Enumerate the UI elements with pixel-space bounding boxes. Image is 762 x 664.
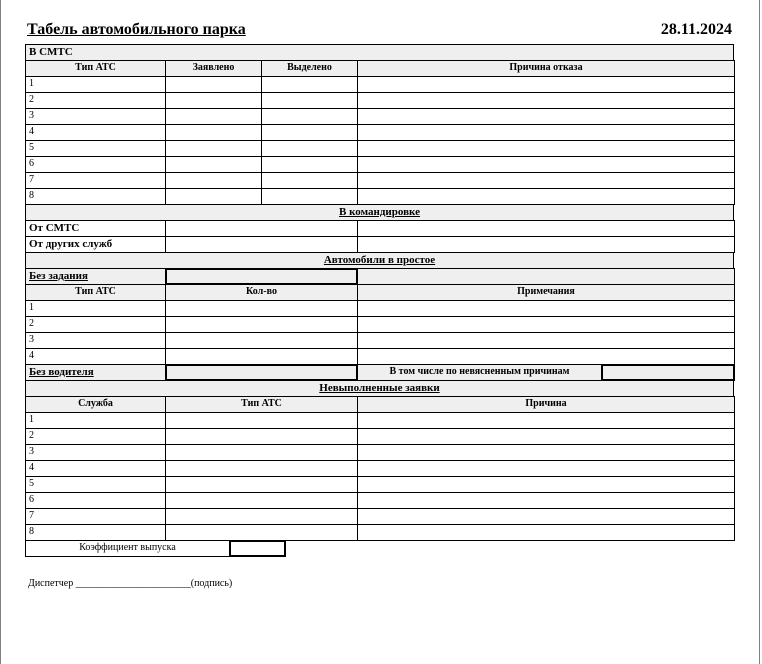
section-idle: Автомобили в простое	[25, 252, 734, 269]
unfulfilled-reason-cell[interactable]	[357, 412, 735, 429]
smts-col-header: Выделено	[261, 60, 358, 77]
idle-col-header: Кол-во	[165, 284, 358, 301]
section-unfulfilled: Невыполненные заявки	[25, 380, 734, 397]
idle-count-cell[interactable]	[165, 300, 358, 317]
unfulfilled-reason-cell[interactable]	[357, 476, 735, 493]
no-task-label: Без задания	[25, 268, 166, 285]
smts-refusal-cell[interactable]	[357, 108, 735, 125]
trip-row-label: От СМТС	[25, 220, 166, 237]
idle-col-header: Тип АТС	[25, 284, 166, 301]
unfulfilled-reason-cell[interactable]	[357, 460, 735, 477]
smts-declared-cell[interactable]	[165, 156, 262, 173]
idle-count-cell[interactable]	[165, 316, 358, 333]
unfulfilled-type-cell[interactable]	[165, 492, 358, 509]
smts-refusal-cell[interactable]	[357, 76, 735, 93]
smts-refusal-cell[interactable]	[357, 172, 735, 189]
trip-note-cell[interactable]	[357, 236, 735, 253]
idle-col-header: Примечания	[357, 284, 735, 301]
smts-allocated-cell[interactable]	[261, 188, 358, 205]
idle-row-number: 2	[25, 316, 166, 333]
idle-count-cell[interactable]	[165, 348, 358, 365]
idle-row-number: 4	[25, 348, 166, 365]
unfulfilled-reason-cell[interactable]	[357, 444, 735, 461]
unclear-reasons-input[interactable]	[601, 364, 735, 381]
signature-role: Диспетчер	[28, 578, 74, 589]
report-date: 28.11.2024	[660, 21, 732, 38]
smts-row-number: 6	[25, 156, 166, 173]
smts-row-number: 3	[25, 108, 166, 125]
smts-allocated-cell[interactable]	[261, 156, 358, 173]
idle-count-cell[interactable]	[165, 332, 358, 349]
unfulfilled-row-number: 7	[25, 508, 166, 525]
unfulfilled-type-cell[interactable]	[165, 460, 358, 477]
smts-declared-cell[interactable]	[165, 188, 262, 205]
idle-note-cell[interactable]	[357, 316, 735, 333]
smts-row-number: 4	[25, 124, 166, 141]
unfulfilled-type-cell[interactable]	[165, 476, 358, 493]
idle-note-cell[interactable]	[357, 348, 735, 365]
idle-note-cell[interactable]	[357, 332, 735, 349]
unclear-reasons-label: В том числе по невясненным причинам	[357, 364, 602, 381]
smts-row-number: 8	[25, 188, 166, 205]
signature-line	[28, 578, 232, 589]
section-smts: В СМТС	[25, 44, 734, 61]
smts-declared-cell[interactable]	[165, 108, 262, 125]
smts-declared-cell[interactable]	[165, 92, 262, 109]
unfulfilled-row-number: 3	[25, 444, 166, 461]
unfulfilled-row-number: 2	[25, 428, 166, 445]
unfulfilled-type-cell[interactable]	[165, 428, 358, 445]
trip-value-cell[interactable]	[165, 220, 358, 237]
smts-allocated-cell[interactable]	[261, 124, 358, 141]
idle-note-cell[interactable]	[357, 300, 735, 317]
section-trip: В командировке	[25, 204, 734, 221]
smts-refusal-cell[interactable]	[357, 188, 735, 205]
unfulfilled-row-number: 8	[25, 524, 166, 541]
smts-row-number: 2	[25, 92, 166, 109]
smts-allocated-cell[interactable]	[261, 172, 358, 189]
unfulfilled-type-cell[interactable]	[165, 444, 358, 461]
smts-col-header: Причина отказа	[357, 60, 735, 77]
smts-refusal-cell[interactable]	[357, 92, 735, 109]
smts-declared-cell[interactable]	[165, 140, 262, 157]
smts-allocated-cell[interactable]	[261, 76, 358, 93]
smts-col-header: Заявлено	[165, 60, 262, 77]
idle-row-number: 3	[25, 332, 166, 349]
smts-row-number: 5	[25, 140, 166, 157]
smts-declared-cell[interactable]	[165, 76, 262, 93]
no-task-input[interactable]	[165, 268, 358, 285]
unfulfilled-col-header: Причина	[357, 396, 735, 413]
trip-note-cell[interactable]	[357, 220, 735, 237]
smts-refusal-cell[interactable]	[357, 156, 735, 173]
no-task-filler	[357, 268, 735, 285]
unfulfilled-row-number: 1	[25, 412, 166, 429]
unfulfilled-reason-cell[interactable]	[357, 428, 735, 445]
page-title: Табель автомобильного парка	[27, 21, 246, 38]
no-driver-label: Без водителя	[25, 364, 166, 381]
no-driver-input[interactable]	[165, 364, 358, 381]
unfulfilled-row-number: 5	[25, 476, 166, 493]
unfulfilled-row-number: 4	[25, 460, 166, 477]
unfulfilled-reason-cell[interactable]	[357, 524, 735, 541]
smts-declared-cell[interactable]	[165, 124, 262, 141]
smts-allocated-cell[interactable]	[261, 92, 358, 109]
idle-row-number: 1	[25, 300, 166, 317]
unfulfilled-row-number: 6	[25, 492, 166, 509]
unfulfilled-type-cell[interactable]	[165, 524, 358, 541]
signature-note: (подпись)	[190, 578, 233, 589]
coefficient-input[interactable]	[229, 540, 286, 557]
smts-declared-cell[interactable]	[165, 172, 262, 189]
unfulfilled-col-header: Служба	[25, 396, 166, 413]
signature-blank: _______________________	[75, 578, 191, 589]
coefficient-label: Коэффициент выпуска	[25, 540, 230, 557]
smts-refusal-cell[interactable]	[357, 140, 735, 157]
unfulfilled-reason-cell[interactable]	[357, 508, 735, 525]
unfulfilled-col-header: Тип АТС	[165, 396, 358, 413]
smts-allocated-cell[interactable]	[261, 140, 358, 157]
trip-value-cell[interactable]	[165, 236, 358, 253]
trip-row-label: От других служб	[25, 236, 166, 253]
unfulfilled-type-cell[interactable]	[165, 508, 358, 525]
smts-col-header: Тип АТС	[25, 60, 166, 77]
unfulfilled-type-cell[interactable]	[165, 412, 358, 429]
smts-row-number: 7	[25, 172, 166, 189]
smts-allocated-cell[interactable]	[261, 108, 358, 125]
unfulfilled-reason-cell[interactable]	[357, 492, 735, 509]
smts-refusal-cell[interactable]	[357, 124, 735, 141]
smts-row-number: 1	[25, 76, 166, 93]
